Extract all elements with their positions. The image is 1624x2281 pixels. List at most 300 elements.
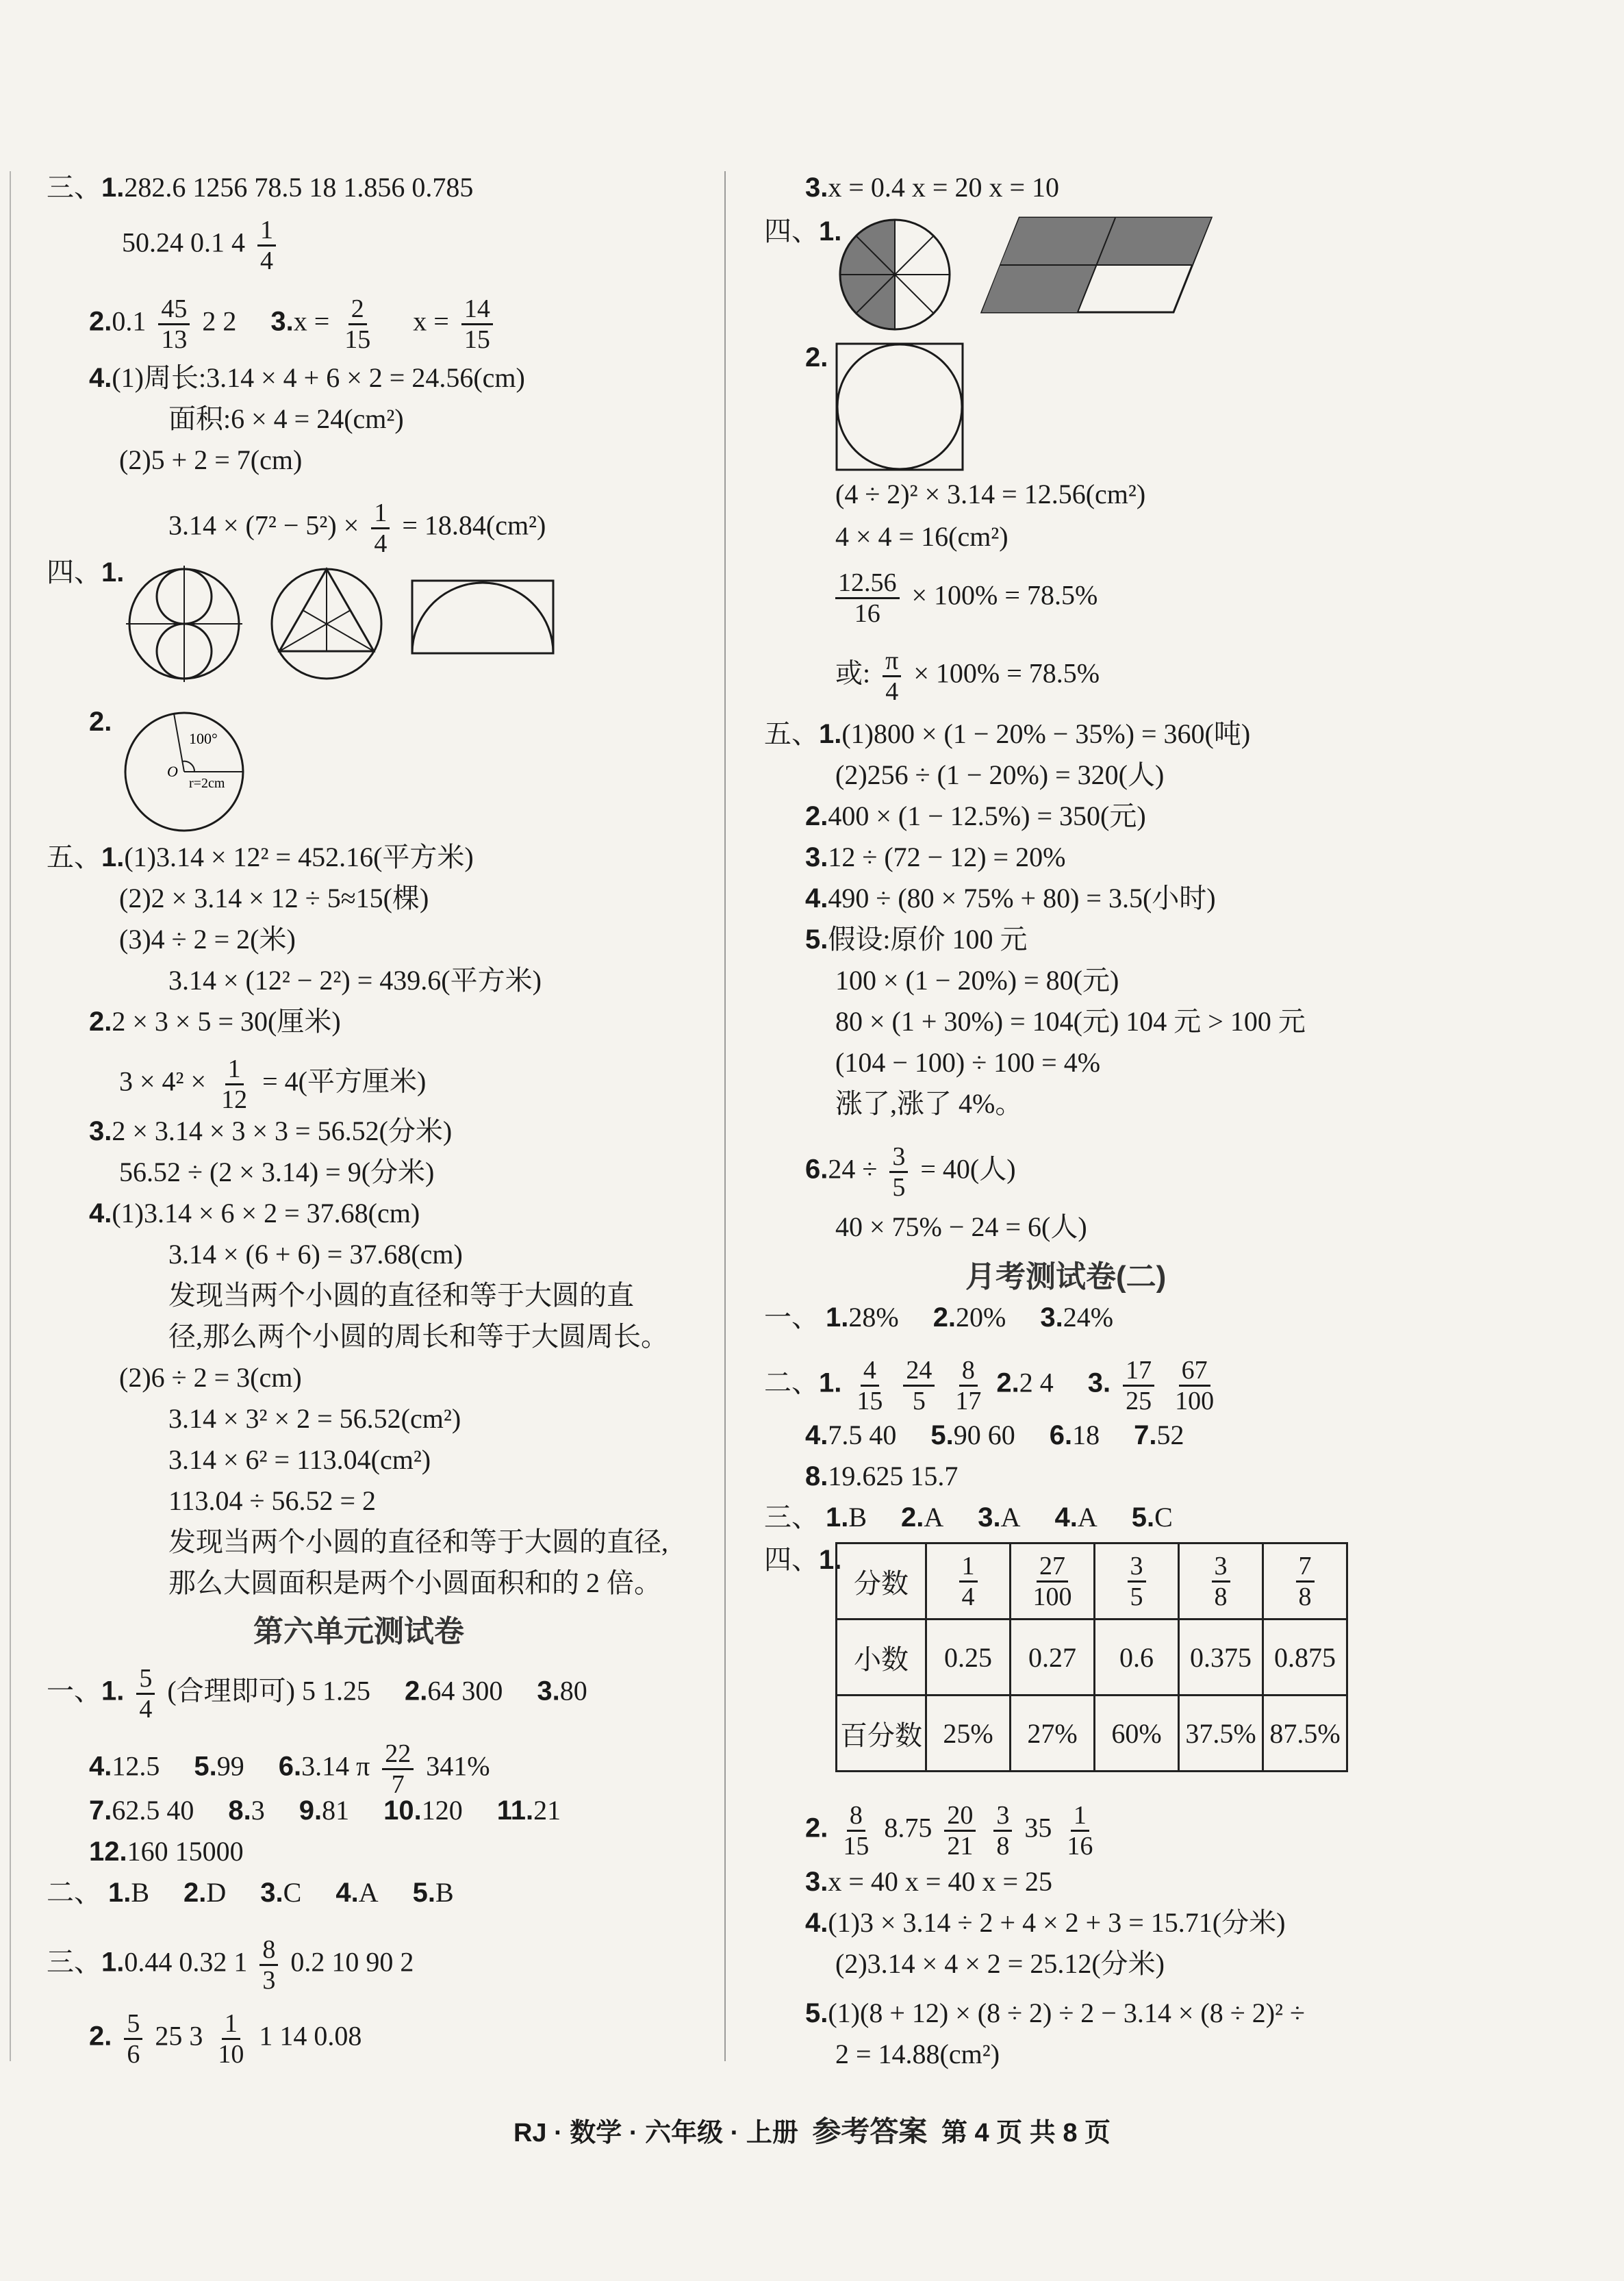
r-l16 (835, 1211, 1087, 1244)
m-s4-label-line (764, 1543, 841, 1576)
section-2-label: 二、 (47, 1877, 101, 1908)
answer-text: 径,那么两个小圆的周长和等于大圆周长。 (168, 1321, 668, 1352)
section-5-label: 五、 (764, 718, 819, 749)
answer-text: (1)800 × (1 − 20% − 35%) = 360(吨) (841, 718, 1251, 749)
fraction (259, 1935, 278, 1995)
question-number: 4. (89, 1198, 112, 1228)
answer-text: A (924, 1502, 944, 1533)
denominator: 4 (139, 1695, 153, 1724)
answer-text: B (131, 1877, 150, 1908)
s3-q4-l2 (168, 403, 404, 436)
question-number: 3. (260, 1878, 283, 1908)
numerator: 5 (136, 1664, 155, 1695)
question-number: 1. (101, 1676, 125, 1706)
answer-text: 或: (835, 657, 871, 689)
answer-text: 62.5 40 (112, 1795, 194, 1826)
answer-text: C (283, 1877, 302, 1908)
r-l1 (835, 478, 1145, 511)
answer-text: = 40(人) (920, 1153, 1016, 1185)
fraction (371, 499, 390, 558)
s3-q1-line2 (122, 216, 281, 275)
numerator: 5 (124, 2009, 142, 2040)
answer-text: (2)6 ÷ 2 = 3(cm) (119, 1362, 302, 1393)
table-cell: 0.375 (1179, 1620, 1263, 1696)
denominator: 5 (892, 1173, 906, 1202)
answer-text: (2)5 + 2 = 7(cm) (119, 444, 303, 475)
answer-text: = 18.84(cm²) (402, 509, 546, 541)
figure-circle-in-square (835, 342, 964, 471)
denominator: 16 (1067, 1832, 1093, 1861)
question-number: 3. (89, 1116, 112, 1146)
s5-l4 (168, 964, 542, 997)
s3-q4-l3 (119, 444, 302, 477)
answer-text: 0.1 (112, 305, 147, 337)
answer-text: 3.14 × (6 + 6) = 37.68(cm) (168, 1239, 463, 1270)
r-l6 (835, 759, 1164, 792)
numerator: 1 (225, 1055, 244, 1085)
r-l7 (805, 800, 1146, 833)
answer-text: x = (413, 305, 449, 337)
answer-text: 发现当两个小圆的直径和等于大圆的直径, (168, 1526, 668, 1557)
answer-text: 12.5 (112, 1750, 160, 1782)
fraction (903, 1356, 935, 1415)
answer-text: 24 ÷ (828, 1153, 878, 1185)
angle-label: 100° (189, 730, 218, 747)
fraction (889, 1142, 908, 1202)
fraction (1296, 1552, 1315, 1611)
column-divider (724, 171, 726, 2061)
answer-text: 80 × (1 + 30%) = 104(元) 104 元 > 100 元 (835, 1006, 1306, 1037)
table-cell: 37.5% (1179, 1696, 1263, 1772)
question-number: 1. (108, 1878, 131, 1908)
question-number: 5. (1131, 1502, 1155, 1533)
m-s4-q5-l1 (805, 1997, 1305, 2030)
r-l5 (764, 718, 1250, 751)
m-s1-line (764, 1301, 1113, 1334)
fraction (993, 1801, 1012, 1861)
numerator: 2 (348, 294, 367, 325)
s5-l18 (168, 1567, 661, 1600)
question-number: 7. (89, 1795, 112, 1826)
page-number: 第 4 页 共 8 页 (941, 2119, 1111, 2147)
answer-text: (3)4 ÷ 2 = 2(米) (119, 924, 296, 955)
figure-shaded-parallelogram (982, 216, 1215, 314)
answer-text: 90 60 (953, 1420, 1015, 1450)
numerator: π (883, 646, 901, 677)
s5-l3 (119, 923, 296, 956)
question-number: 4. (89, 363, 112, 393)
u6-s2-line (47, 1876, 454, 1909)
answer-text: B (848, 1502, 867, 1533)
numerator: 3 (1212, 1552, 1230, 1583)
fraction (1172, 1356, 1217, 1415)
table-cell (926, 1543, 1011, 1620)
answer-text: A (1000, 1502, 1021, 1533)
table-row-header: 分数 (837, 1543, 926, 1620)
answer-text: 2 × 3 × 5 = 30(厘米) (112, 1006, 341, 1037)
u6-s3-q1-line (47, 1935, 414, 1995)
question-number: 1. (101, 557, 125, 588)
answer-text: 52 (1156, 1420, 1184, 1450)
r-l8 (805, 841, 1065, 874)
answer-text: x = (293, 305, 330, 337)
answer-text: 假设:原价 100 元 (828, 924, 1028, 955)
answer-text: 341% (426, 1750, 490, 1782)
m-s2-line3 (805, 1460, 958, 1493)
denominator: 5 (912, 1387, 926, 1415)
denominator: 10 (218, 2040, 244, 2069)
answer-text: 3.14 × (12² − 2²) = 439.6(平方米) (168, 965, 542, 996)
numerator: 45 (158, 294, 190, 325)
s4-label-line (47, 556, 124, 589)
fraction (835, 568, 900, 628)
question-number: 1. (101, 842, 125, 872)
fraction (257, 216, 276, 275)
answer-text: 2 4 (1019, 1367, 1054, 1398)
denominator: 25 (1126, 1387, 1152, 1415)
denominator: 4 (885, 677, 899, 706)
numerator: 3 (993, 1801, 1012, 1832)
answer-text: 发现当两个小圆的直径和等于大圆的直 (168, 1280, 634, 1311)
question-number: 11. (496, 1795, 534, 1826)
question-number: 4. (89, 1751, 112, 1782)
question-number: 2. (89, 707, 112, 737)
answer-text: 100 × (1 − 20%) = 80(元) (835, 965, 1119, 996)
answer-text: 282.6 1256 78.5 18 1.856 0.785 (124, 172, 474, 203)
section-2-label: 二、 (764, 1367, 819, 1398)
question-number: 1. (819, 1545, 842, 1575)
answer-text: 160 15000 (127, 1836, 244, 1867)
question-number: 2. (89, 1007, 112, 1037)
question-number: 2. (89, 2021, 112, 2052)
question-number: 10. (383, 1795, 422, 1826)
numerator: 7 (1296, 1552, 1315, 1583)
table-cell: 87.5% (1263, 1696, 1347, 1772)
question-number: 8. (805, 1461, 828, 1491)
question-number: 6. (805, 1154, 828, 1185)
question-number: 1. (819, 719, 842, 749)
answer-text: 4 × 4 = 16(cm²) (835, 521, 1008, 552)
answer-text: 35 (1024, 1812, 1052, 1843)
r-q3-line (805, 171, 1059, 204)
figure-circle-with-triangle (268, 566, 385, 682)
section-4-label: 四、 (764, 216, 819, 247)
question-number: 2. (183, 1878, 207, 1908)
unit-6-heading: 第六单元测试卷 (253, 1615, 464, 1648)
s5-l17 (168, 1526, 668, 1559)
answer-text: 20% (956, 1302, 1006, 1333)
question-number: 2. (996, 1368, 1019, 1398)
numerator: 1 (222, 2009, 240, 2040)
question-number: 3. (537, 1676, 560, 1706)
question-number: 12. (89, 1837, 127, 1867)
s5-l16 (168, 1485, 376, 1517)
table-cell: 27% (1011, 1696, 1095, 1772)
center-label: O (167, 763, 178, 780)
question-number: 5. (412, 1878, 435, 1908)
question-number: 1. (101, 1947, 125, 1978)
answer-text: 面积:6 × 4 = 24(cm²) (168, 403, 404, 434)
denominator: 6 (127, 2040, 140, 2069)
question-number: 2. (901, 1502, 924, 1533)
answer-text: A (1077, 1502, 1098, 1533)
denominator: 4 (374, 529, 388, 558)
u6-s1-line4 (89, 1835, 244, 1868)
numerator: 67 (1179, 1356, 1210, 1387)
answer-text: 3 (251, 1795, 265, 1826)
answer-text: (2)3.14 × 4 × 2 = 25.12(分米) (835, 1948, 1165, 1979)
answer-text: 7.5 40 (828, 1420, 897, 1450)
question-number: 2. (805, 1813, 828, 1843)
s3-q4-l4 (168, 499, 546, 558)
numerator: 1 (257, 216, 276, 247)
numerator: 1 (1071, 1801, 1089, 1832)
s5-l10 (168, 1238, 463, 1271)
table-cell (1011, 1543, 1095, 1620)
section-4-label: 四、 (764, 1544, 819, 1575)
fraction (342, 294, 373, 354)
fraction (854, 1356, 885, 1415)
question-number: 5. (930, 1420, 954, 1450)
answer-text: 1 14 0.08 (259, 2020, 362, 2052)
s5-l2 (119, 882, 429, 915)
s5-q1-l1 (47, 841, 474, 874)
answer-text: (1)3.14 × 6 × 2 = 37.68(cm) (112, 1198, 420, 1228)
answer-text: (1)3 × 3.14 ÷ 2 + 4 × 2 + 3 = 15.71(分米) (828, 1907, 1286, 1938)
answer-text: (2)2 × 3.14 × 12 ÷ 5≈15(棵) (119, 883, 429, 913)
question-number: 3. (1040, 1302, 1063, 1333)
denominator: 4 (260, 247, 273, 275)
answer-text: 50.24 0.1 4 (122, 227, 245, 258)
answer-text: (1)3.14 × 12² = 452.16(平方米) (124, 842, 474, 872)
question-number: 2. (89, 306, 112, 337)
m-s4-q4-l1 (805, 1906, 1285, 1939)
answer-text: (1)周长:3.14 × 4 + 6 × 2 = 24.56(cm) (112, 362, 525, 393)
numerator: 24 (903, 1356, 935, 1387)
m-s2-line1 (764, 1356, 1222, 1415)
section-1-label: 一、 (764, 1302, 819, 1333)
answer-text: 113.04 ÷ 56.52 = 2 (168, 1485, 377, 1516)
fraction (1128, 1552, 1146, 1611)
answer-text: 0.2 10 90 2 (290, 1946, 414, 1978)
question-number: 3. (978, 1502, 1001, 1533)
question-number: 3. (805, 173, 828, 203)
question-number: 8. (228, 1795, 251, 1826)
answer-text: 28% (848, 1302, 899, 1333)
fraction (840, 1801, 872, 1861)
answer-text: 3.14 × 3² × 2 = 56.52(cm²) (168, 1403, 461, 1434)
question-number: 1. (819, 1368, 842, 1398)
r-l4 (835, 646, 1100, 706)
s4-q2-line (89, 705, 112, 738)
numerator: 3 (1128, 1552, 1146, 1583)
u6-s1-line3 (89, 1794, 561, 1827)
answer-text: 40 × 75% − 24 = 6(人) (835, 1211, 1087, 1242)
table-row-fractions (837, 1543, 1347, 1620)
answer-text: B (435, 1877, 454, 1908)
answer-text: (4 ÷ 2)² × 3.14 = 12.56(cm²) (835, 479, 1146, 509)
denominator: 15 (344, 325, 371, 354)
section-1-label: 一、 (47, 1675, 101, 1706)
denominator: 13 (161, 325, 188, 354)
answer-text: 400 × (1 − 12.5%) = 350(元) (828, 801, 1146, 831)
table-row-header: 小数 (837, 1620, 926, 1696)
table-row-decimals (837, 1620, 1347, 1696)
r-l12 (835, 1005, 1306, 1038)
question-number: 1. (826, 1502, 849, 1533)
answer-text: 3.14 × 6² = 113.04(cm²) (168, 1444, 431, 1475)
denominator: 4 (961, 1582, 975, 1611)
answer-text: 2 = 14.88(cm²) (835, 2039, 1000, 2069)
r-l3 (835, 568, 1098, 628)
answer-text: C (1154, 1502, 1173, 1533)
question-number: 3. (270, 306, 294, 337)
fraction (124, 2009, 142, 2069)
answer-text: x = 40 x = 40 x = 25 (828, 1866, 1053, 1897)
r-l15 (805, 1142, 1016, 1202)
question-number: 3. (805, 842, 828, 872)
denominator: 16 (854, 599, 880, 628)
table-row-percents (837, 1696, 1347, 1772)
section-4-label: 四、 (47, 557, 101, 588)
answer-text: 56.52 ÷ (2 × 3.14) = 9(分米) (119, 1157, 435, 1187)
s5-l11 (168, 1279, 634, 1312)
question-number: 4. (805, 1420, 828, 1450)
denominator: 15 (857, 1387, 883, 1415)
question-number: 9. (299, 1795, 322, 1826)
r-s4-q2-line (805, 341, 828, 374)
s5-l7 (89, 1115, 452, 1148)
answer-text: 3.14 × (7² − 5²) × (168, 509, 359, 541)
answer-text: 12 ÷ (72 − 12) = 20% (828, 842, 1066, 872)
numerator: 3 (889, 1142, 908, 1173)
numerator: 8 (259, 1935, 278, 1966)
answer-text: (104 − 100) ÷ 100 = 4% (835, 1047, 1101, 1078)
s5-l12 (168, 1320, 668, 1353)
answer-text: x = 0.4 x = 20 x = 10 (828, 172, 1060, 203)
figure-semicircle-in-rectangle (411, 579, 555, 655)
denominator: 100 (1032, 1582, 1072, 1611)
question-number: 4. (1054, 1502, 1078, 1533)
answer-text: 99 (216, 1750, 244, 1782)
fraction (136, 1664, 155, 1724)
numerator: 1 (959, 1552, 978, 1583)
denominator: 12 (221, 1085, 248, 1114)
question-number: 1. (101, 173, 125, 203)
fraction (1030, 1552, 1075, 1611)
fraction (944, 1801, 976, 1861)
denominator: 3 (262, 1966, 276, 1995)
s3-q2-line (89, 294, 498, 354)
fraction (1212, 1552, 1230, 1611)
s5-l13 (119, 1361, 302, 1394)
answer-text: 那么大圆面积是两个小圆面积和的 2 倍。 (168, 1567, 661, 1598)
table-cell: 60% (1095, 1696, 1179, 1772)
denominator: 8 (1214, 1582, 1228, 1611)
question-number: 4. (805, 1908, 828, 1938)
table-cell (1095, 1543, 1179, 1620)
fraction (215, 2009, 246, 2069)
r-l14 (835, 1087, 1022, 1120)
question-number: 7. (1134, 1420, 1157, 1450)
fraction (382, 1739, 414, 1799)
radius-label: r=2cm (189, 776, 225, 791)
r-l10 (805, 923, 1027, 956)
denominator: 21 (947, 1832, 974, 1861)
section-3-label: 三、 (764, 1502, 819, 1533)
answer-text: 2 × 3.14 × 3 × 3 = 56.52(分米) (112, 1116, 453, 1146)
table-cell: 0.6 (1095, 1620, 1179, 1696)
numerator: 27 (1037, 1552, 1068, 1583)
question-number: 4. (805, 883, 828, 913)
fraction (461, 294, 493, 354)
denominator: 17 (955, 1387, 982, 1415)
fraction (883, 646, 901, 706)
numerator: 8 (847, 1801, 865, 1832)
denominator: 100 (1175, 1387, 1215, 1415)
answer-text: A (358, 1877, 379, 1908)
r-l13 (835, 1046, 1100, 1079)
fraction (218, 1055, 250, 1114)
numerator: 22 (382, 1739, 414, 1770)
table-cell: 0.875 (1263, 1620, 1347, 1696)
answer-text: 120 (421, 1795, 463, 1826)
s5-l6 (119, 1055, 426, 1114)
answer-text: 80 (559, 1675, 587, 1706)
denominator: 15 (843, 1832, 870, 1861)
question-number: 5. (805, 1998, 828, 2028)
answer-text: 64 300 (427, 1675, 503, 1706)
answer-text: 涨了,涨了 4%。 (835, 1088, 1023, 1119)
answer-text: × 100% = 78.5% (911, 579, 1098, 611)
answer-text: (2)256 ÷ (1 − 20%) = 320(人) (835, 759, 1165, 790)
conversion-table (835, 1542, 1348, 1772)
answer-text: 18 (1072, 1420, 1100, 1450)
answer-text: × 100% = 78.5% (913, 657, 1100, 689)
question-number: 3. (1087, 1368, 1111, 1398)
answer-text: 8.75 (884, 1812, 932, 1843)
figure-shaded-circle (837, 216, 953, 333)
numerator: 1 (371, 499, 390, 529)
question-number: 5. (805, 924, 828, 955)
question-number: 6. (1049, 1420, 1073, 1450)
denominator: 8 (1298, 1582, 1312, 1611)
question-number: 4. (335, 1878, 359, 1908)
numerator: 8 (959, 1356, 978, 1387)
fraction (952, 1356, 984, 1415)
r-s4-label-line (764, 215, 841, 248)
answer-key-badge: 参考答案 (812, 2115, 928, 2147)
denominator: 15 (464, 325, 490, 354)
page-footer (0, 2109, 1624, 2150)
answer-text: 2 2 (202, 305, 237, 337)
figure-circle-with-angle (120, 708, 248, 835)
s5-l5 (89, 1005, 341, 1038)
figure-circle-two-inner-circles (126, 566, 242, 682)
answer-text: 24% (1063, 1302, 1114, 1333)
denominator: 8 (996, 1832, 1010, 1861)
table-cell (1263, 1543, 1347, 1620)
answer-text: 21 (533, 1795, 561, 1826)
r-l11 (835, 964, 1119, 997)
question-number: 1. (826, 1302, 849, 1333)
s3-q1-line (47, 171, 473, 204)
answer-text: 3 × 4² × (119, 1066, 207, 1097)
section-5-label: 五、 (47, 842, 101, 872)
question-number: 2. (932, 1302, 956, 1333)
answer-text: 81 (322, 1795, 350, 1826)
answer-text: 3.14 π (301, 1750, 370, 1782)
